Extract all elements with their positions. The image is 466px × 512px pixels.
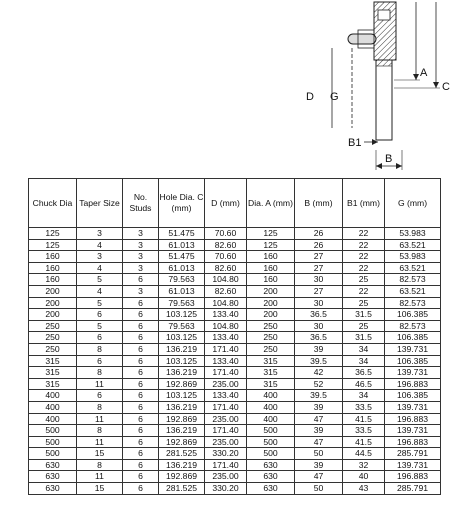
label-d: D (306, 91, 314, 103)
table-cell: 250 (29, 343, 77, 355)
table-row (29, 274, 441, 286)
table-cell: 171.40 (205, 343, 247, 355)
table-cell: 6 (123, 436, 159, 448)
table-cell: 34 (343, 390, 385, 402)
table-cell: 139.731 (385, 401, 441, 413)
table-cell: 400 (247, 413, 295, 425)
table-cell: 61.013 (159, 262, 205, 274)
table-cell: 250 (247, 320, 295, 332)
table-cell: 196.883 (385, 378, 441, 390)
header-cell: Hole Dia. C (mm) (159, 179, 205, 228)
table-cell: 3 (123, 285, 159, 297)
table-cell: 6 (123, 355, 159, 367)
table-cell: 125 (247, 239, 295, 251)
table-cell: 315 (247, 378, 295, 390)
table-row (29, 285, 441, 297)
table-cell: 630 (247, 471, 295, 483)
table-cell: 160 (29, 262, 77, 274)
table-cell: 79.563 (159, 297, 205, 309)
table-cell: 160 (29, 274, 77, 286)
table-cell: 70.60 (205, 228, 247, 240)
table-cell: 106.385 (385, 309, 441, 321)
table-cell: 106.385 (385, 332, 441, 344)
table-cell: 139.731 (385, 343, 441, 355)
table-cell: 192.869 (159, 471, 205, 483)
table-cell: 171.40 (205, 459, 247, 471)
table-cell: 630 (29, 471, 77, 483)
table-cell: 500 (247, 436, 295, 448)
table-cell: 6 (123, 274, 159, 286)
table-cell: 31.5 (343, 309, 385, 321)
table-cell: 26 (295, 228, 343, 240)
table-cell: 330.20 (205, 483, 247, 495)
table-cell: 400 (29, 401, 77, 413)
table-cell: 34 (343, 355, 385, 367)
table-row (29, 390, 441, 402)
table-cell: 6 (123, 448, 159, 460)
table-cell: 250 (29, 320, 77, 332)
table-cell: 400 (247, 390, 295, 402)
table-cell: 44.5 (343, 448, 385, 460)
table-cell: 22 (343, 228, 385, 240)
table-row (29, 483, 441, 495)
table-cell: 4 (77, 262, 123, 274)
table-cell: 3 (77, 228, 123, 240)
table-row (29, 425, 441, 437)
flange-plate-edge (376, 60, 392, 66)
table-cell: 3 (123, 228, 159, 240)
table-cell: 82.60 (205, 262, 247, 274)
table-row (29, 309, 441, 321)
table-cell: 136.219 (159, 343, 205, 355)
table-cell: 61.013 (159, 285, 205, 297)
table-row (29, 413, 441, 425)
table-cell: 39.5 (295, 355, 343, 367)
table-cell: 139.731 (385, 459, 441, 471)
table-cell: 39 (295, 401, 343, 413)
table-cell: 136.219 (159, 425, 205, 437)
table-cell: 82.573 (385, 297, 441, 309)
table-cell: 235.00 (205, 471, 247, 483)
table-cell: 200 (29, 285, 77, 297)
table-row (29, 343, 441, 355)
table-cell: 82.573 (385, 274, 441, 286)
table-cell: 103.125 (159, 332, 205, 344)
table-cell: 6 (123, 425, 159, 437)
header-cell: Chuck Dia (29, 179, 77, 228)
table-cell: 6 (77, 355, 123, 367)
table-cell: 39 (295, 459, 343, 471)
table-row (29, 251, 441, 263)
table-cell: 70.60 (205, 251, 247, 263)
table-cell: 103.125 (159, 355, 205, 367)
table-cell: 79.563 (159, 320, 205, 332)
table-row (29, 320, 441, 332)
table-cell: 125 (29, 239, 77, 251)
table-cell: 136.219 (159, 401, 205, 413)
table-cell: 200 (247, 297, 295, 309)
table-cell: 200 (29, 297, 77, 309)
table-body (29, 228, 441, 495)
table-cell: 103.125 (159, 309, 205, 321)
table-cell: 4 (77, 239, 123, 251)
table-cell: 133.40 (205, 390, 247, 402)
table-cell: 6 (123, 297, 159, 309)
label-g: G (330, 91, 339, 103)
dimension-a-arrow (413, 74, 419, 80)
table-row (29, 239, 441, 251)
table-cell: 40 (343, 471, 385, 483)
table-cell: 3 (77, 251, 123, 263)
table-cell: 11 (77, 471, 123, 483)
table-cell: 39.5 (295, 390, 343, 402)
table-cell: 33.5 (343, 401, 385, 413)
table-cell: 250 (247, 332, 295, 344)
table-cell: 6 (123, 343, 159, 355)
table-cell: 32 (343, 459, 385, 471)
table-cell: 47 (295, 413, 343, 425)
table-cell: 6 (123, 483, 159, 495)
table-cell: 4 (77, 285, 123, 297)
table-row (29, 228, 441, 240)
table-cell: 22 (343, 239, 385, 251)
table-cell: 30 (295, 297, 343, 309)
table-cell: 500 (247, 425, 295, 437)
table-row (29, 297, 441, 309)
table-cell: 330.20 (205, 448, 247, 460)
table-cell: 6 (123, 401, 159, 413)
table-cell: 8 (77, 425, 123, 437)
table-cell: 8 (77, 401, 123, 413)
table-cell: 5 (77, 274, 123, 286)
header-cell: B (mm) (295, 179, 343, 228)
label-c: C (442, 81, 450, 93)
table-cell: 33.5 (343, 425, 385, 437)
table-cell: 500 (29, 425, 77, 437)
table-cell: 3 (123, 251, 159, 263)
table-cell: 196.883 (385, 471, 441, 483)
table-cell: 315 (29, 355, 77, 367)
table-cell: 160 (247, 274, 295, 286)
table-row (29, 459, 441, 471)
table-cell: 82.60 (205, 285, 247, 297)
table-cell: 315 (29, 378, 77, 390)
table-cell: 106.385 (385, 355, 441, 367)
table-cell: 22 (343, 262, 385, 274)
table-row (29, 367, 441, 379)
table-cell: 6 (123, 332, 159, 344)
table-cell: 47 (295, 436, 343, 448)
table-cell: 31.5 (343, 332, 385, 344)
flange-drawing (290, 0, 466, 178)
table-cell: 53.983 (385, 228, 441, 240)
table-cell: 104.80 (205, 274, 247, 286)
table-cell: 39 (295, 343, 343, 355)
table-cell: 133.40 (205, 309, 247, 321)
table-cell: 200 (247, 309, 295, 321)
dimension-b-arrow-right (396, 163, 402, 169)
table-cell: 192.869 (159, 378, 205, 390)
table-cell: 171.40 (205, 367, 247, 379)
table-cell: 51.475 (159, 251, 205, 263)
header-cell: G (mm) (385, 179, 441, 228)
label-b: B (385, 153, 393, 165)
stud-bolt (348, 34, 376, 44)
table-cell: 15 (77, 483, 123, 495)
table-cell: 43 (343, 483, 385, 495)
table-cell: 6 (77, 332, 123, 344)
table-row (29, 436, 441, 448)
label-b1: B1 (348, 137, 362, 149)
table-cell: 22 (343, 285, 385, 297)
table-cell: 27 (295, 262, 343, 274)
table-cell: 6 (123, 367, 159, 379)
table-cell: 6 (123, 309, 159, 321)
table-cell: 125 (247, 228, 295, 240)
table-cell: 104.80 (205, 320, 247, 332)
table-cell: 41.5 (343, 436, 385, 448)
table-cell: 400 (247, 401, 295, 413)
table-cell: 51.475 (159, 228, 205, 240)
table-cell: 8 (77, 459, 123, 471)
table-cell: 30 (295, 274, 343, 286)
table-cell: 50 (295, 448, 343, 460)
table-cell: 106.385 (385, 390, 441, 402)
table-cell: 25 (343, 297, 385, 309)
table-cell: 6 (77, 309, 123, 321)
header-cell: Dia. A (mm) (247, 179, 295, 228)
label-a: A (420, 67, 428, 79)
table-cell: 315 (29, 367, 77, 379)
table-cell: 82.573 (385, 320, 441, 332)
table-cell: 235.00 (205, 436, 247, 448)
table-cell: 196.883 (385, 436, 441, 448)
table-cell: 200 (247, 285, 295, 297)
table-cell: 53.983 (385, 251, 441, 263)
table-cell: 160 (29, 251, 77, 263)
stud-slot (378, 10, 390, 20)
table-cell: 3 (123, 262, 159, 274)
table-cell: 36.5 (295, 332, 343, 344)
table-header-row (29, 179, 441, 228)
table-cell: 6 (123, 413, 159, 425)
table-cell: 6 (123, 390, 159, 402)
table-cell: 63.521 (385, 262, 441, 274)
table-cell: 6 (123, 320, 159, 332)
table-cell: 50 (295, 483, 343, 495)
table-cell: 6 (123, 378, 159, 390)
table-cell: 160 (247, 262, 295, 274)
table-cell: 160 (247, 251, 295, 263)
table-row (29, 401, 441, 413)
table-cell: 630 (247, 483, 295, 495)
table-cell: 136.219 (159, 459, 205, 471)
table-cell: 27 (295, 285, 343, 297)
dimension-b-arrow-left (376, 163, 382, 169)
table-cell: 192.869 (159, 436, 205, 448)
table-cell: 36.5 (295, 309, 343, 321)
table-cell: 400 (29, 413, 77, 425)
table-cell: 630 (29, 483, 77, 495)
header-cell: No. Studs (123, 179, 159, 228)
table-cell: 63.521 (385, 239, 441, 251)
table-cell: 104.80 (205, 297, 247, 309)
table-cell: 250 (29, 332, 77, 344)
table-cell: 6 (123, 471, 159, 483)
table-cell: 315 (247, 355, 295, 367)
table-cell: 82.60 (205, 239, 247, 251)
table-cell: 3 (123, 239, 159, 251)
table-cell: 47 (295, 471, 343, 483)
table-cell: 235.00 (205, 413, 247, 425)
table-cell: 285.791 (385, 448, 441, 460)
flange-plate (376, 60, 392, 140)
chuck-flange-diagram (290, 0, 466, 178)
table-cell: 41.5 (343, 413, 385, 425)
table-cell: 63.521 (385, 285, 441, 297)
table-cell: 139.731 (385, 425, 441, 437)
table-cell: 11 (77, 436, 123, 448)
table-cell: 500 (247, 448, 295, 460)
table-cell: 281.525 (159, 483, 205, 495)
table-cell: 192.869 (159, 413, 205, 425)
table-cell: 39 (295, 425, 343, 437)
table-cell: 46.5 (343, 378, 385, 390)
table-cell: 133.40 (205, 355, 247, 367)
table-cell: 6 (77, 390, 123, 402)
header-cell: B1 (mm) (343, 179, 385, 228)
table-cell: 34 (343, 343, 385, 355)
table-cell: 139.731 (385, 367, 441, 379)
table-cell: 400 (29, 390, 77, 402)
table-row (29, 471, 441, 483)
table-cell: 8 (77, 367, 123, 379)
table-cell: 200 (29, 309, 77, 321)
table-cell: 500 (29, 436, 77, 448)
header-cell: Taper Size (77, 179, 123, 228)
table-cell: 285.791 (385, 483, 441, 495)
table-cell: 27 (295, 251, 343, 263)
table-row (29, 378, 441, 390)
table-cell: 11 (77, 378, 123, 390)
table-row (29, 448, 441, 460)
table-cell: 315 (247, 367, 295, 379)
table-cell: 79.563 (159, 274, 205, 286)
table-cell: 61.013 (159, 239, 205, 251)
dimensions-table (28, 178, 441, 495)
table-cell: 42 (295, 367, 343, 379)
table-cell: 5 (77, 320, 123, 332)
table-row (29, 355, 441, 367)
table-cell: 36.5 (343, 367, 385, 379)
header-cell: D (mm) (205, 179, 247, 228)
table-cell: 6 (123, 459, 159, 471)
table-cell: 630 (247, 459, 295, 471)
table-row (29, 332, 441, 344)
table-row (29, 262, 441, 274)
table-cell: 103.125 (159, 390, 205, 402)
table-cell: 171.40 (205, 425, 247, 437)
table-cell: 25 (343, 274, 385, 286)
table-cell: 630 (29, 459, 77, 471)
table-cell: 196.883 (385, 413, 441, 425)
table-cell: 11 (77, 413, 123, 425)
table-cell: 15 (77, 448, 123, 460)
table-cell: 500 (29, 448, 77, 460)
table-cell: 235.00 (205, 378, 247, 390)
table-cell: 5 (77, 297, 123, 309)
table-cell: 133.40 (205, 332, 247, 344)
dimension-c-arrow (433, 82, 439, 88)
table-cell: 171.40 (205, 401, 247, 413)
table-cell: 26 (295, 239, 343, 251)
table-cell: 250 (247, 343, 295, 355)
table-cell: 30 (295, 320, 343, 332)
table-cell: 8 (77, 343, 123, 355)
table-cell: 22 (343, 251, 385, 263)
table-cell: 125 (29, 228, 77, 240)
table-cell: 25 (343, 320, 385, 332)
table-cell: 281.525 (159, 448, 205, 460)
table-cell: 136.219 (159, 367, 205, 379)
table-cell: 52 (295, 378, 343, 390)
